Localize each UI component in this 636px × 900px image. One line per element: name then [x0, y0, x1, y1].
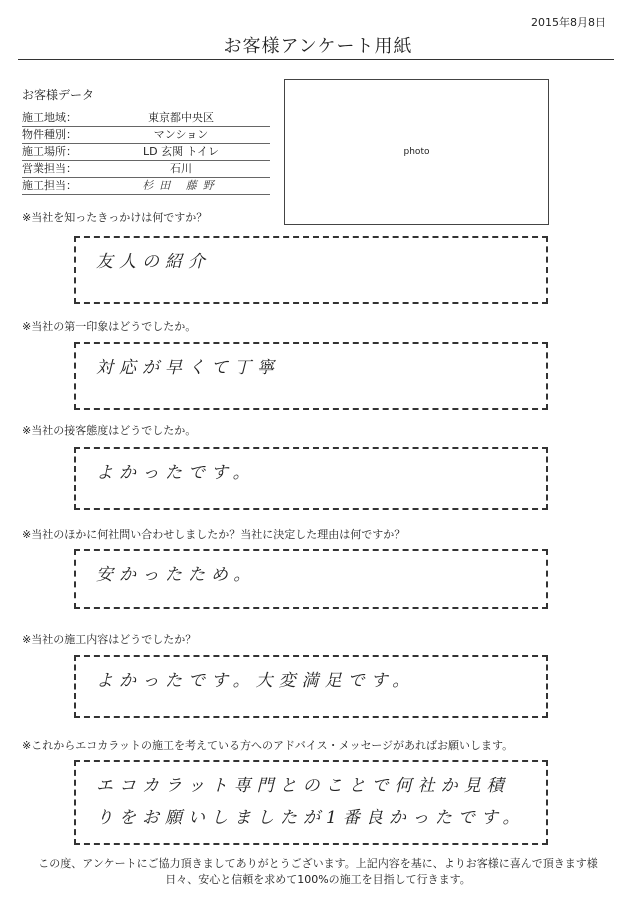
customer-data-heading: お客様データ — [22, 88, 95, 102]
answer-box-4 — [74, 549, 548, 609]
answer-box-6 — [74, 760, 548, 845]
question-3: ※当社の接客態度はどうでしたか。 — [22, 424, 197, 437]
answer-5: よかったです。大変満足です。 — [96, 671, 416, 691]
info-label: 営業担当： — [22, 162, 77, 175]
answer-1: 友人の紹介 — [96, 252, 211, 272]
answer-box-5 — [74, 655, 548, 718]
answer-4: 安かったため。 — [96, 565, 257, 585]
page-title: お客様アンケート用紙 — [223, 36, 413, 57]
question-4: ※当社のほかに何社問い合わせしましたか？当社に決定した理由は何ですか？ — [22, 528, 406, 541]
customer-info-table — [22, 110, 270, 195]
info-value: LD 玄関 トイレ — [142, 145, 220, 158]
answer-box-1 — [74, 236, 548, 304]
question-1: ※当社を知ったきっかけは何ですか？ — [22, 211, 208, 224]
footer-line-1: この度、アンケートにご協力頂きましてありがとうございます。上記内容を基に、よりお客様に喜んで頂きます様 — [38, 857, 598, 870]
info-value-handwritten: 杉田 藤野 — [142, 179, 220, 192]
question-5: ※当社の施工内容はどうでしたか？ — [22, 633, 197, 646]
info-value: 東京都中央区 — [148, 111, 214, 124]
answer-2: 対応が早くて丁寧 — [96, 358, 280, 378]
info-label: 施工場所： — [22, 145, 77, 158]
title-divider — [18, 59, 614, 60]
info-row-sales-rep — [22, 161, 270, 178]
answer-3: よかったです。 — [96, 463, 256, 483]
question-6: ※これからエコカラットの施工を考えている方へのアドバイス・メッセージがあればお願いします。 — [22, 739, 514, 752]
info-label: 施工地域： — [22, 111, 77, 124]
info-value: 石川 — [170, 162, 192, 175]
info-row-area — [22, 110, 270, 127]
footer-message — [0, 856, 636, 888]
photo-placeholder — [284, 79, 549, 225]
info-row-installer — [22, 178, 270, 195]
question-2: ※当社の第一印象はどうでしたか。 — [22, 320, 197, 333]
footer-line-2: 日々、安心と信頼を求めて100%の施工を目指して行きます。 — [165, 873, 471, 886]
info-label: 施工担当： — [22, 179, 77, 192]
info-row-property-type — [22, 127, 270, 144]
answer-box-3 — [74, 447, 548, 510]
info-row-location — [22, 144, 270, 161]
answer-box-2 — [74, 342, 548, 410]
photo-label: photo — [403, 147, 430, 157]
answer-6: エコカラット専門とのことで何社か見積りをお願いしましたが1番良かったです。 — [96, 776, 526, 828]
survey-date: 2015年8月8日 — [531, 16, 606, 29]
info-value: マンション — [153, 128, 209, 141]
info-label: 物件種別： — [22, 128, 77, 141]
